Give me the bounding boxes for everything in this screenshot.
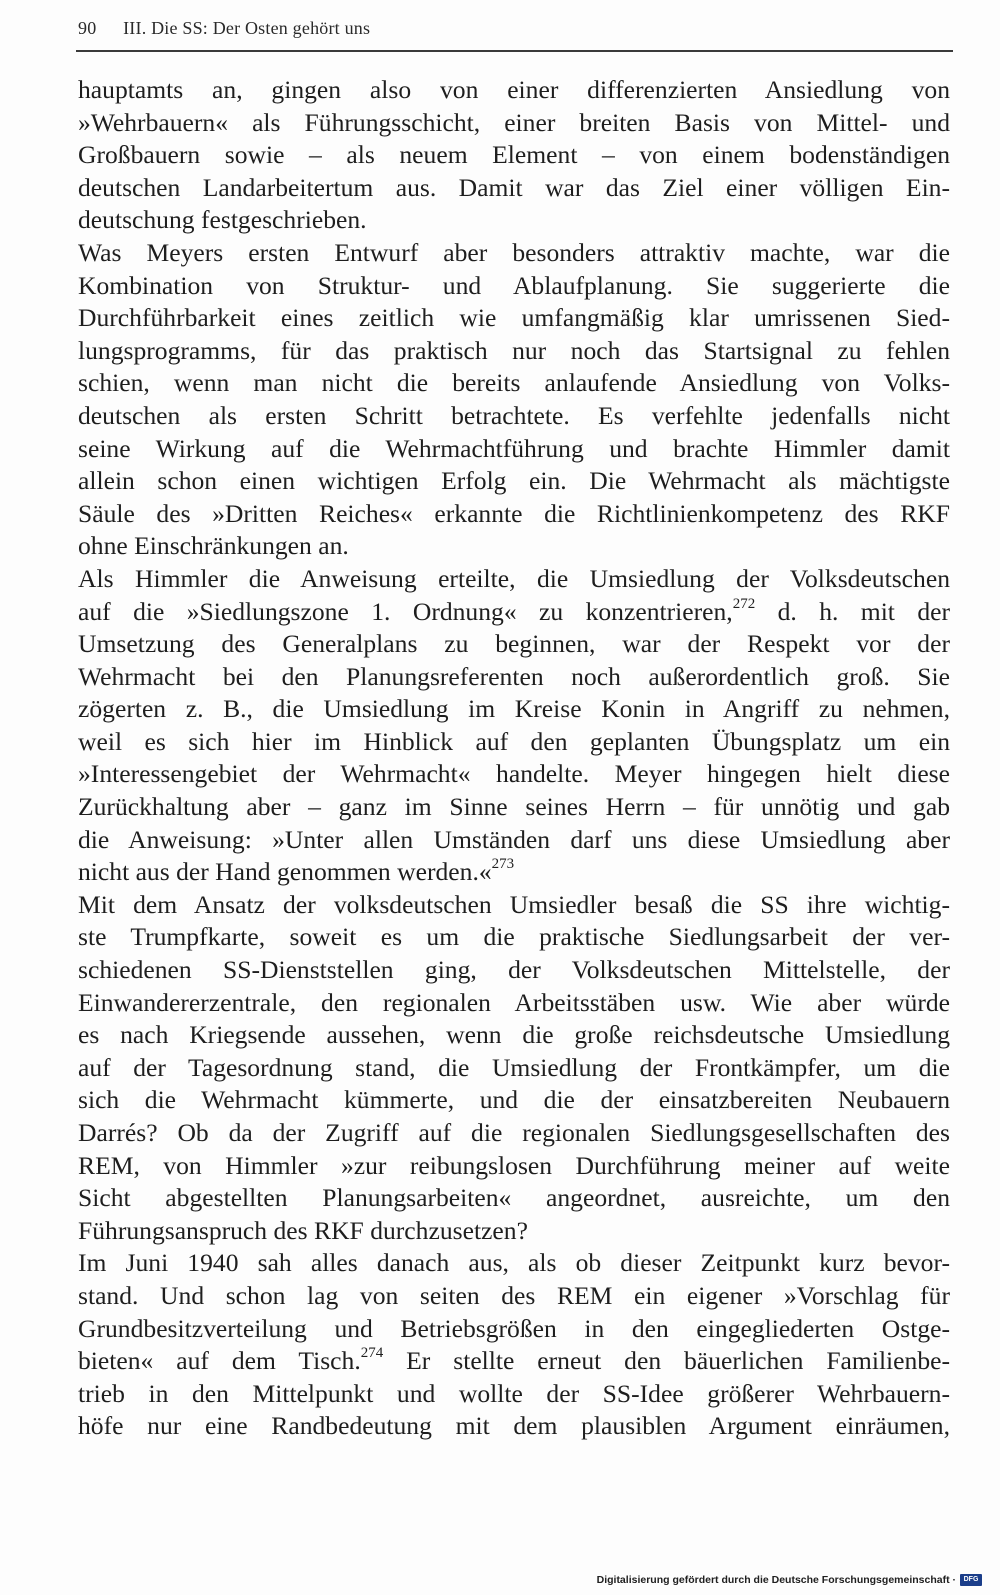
- footer-credit: [597, 1574, 982, 1586]
- text-line: [78, 1052, 950, 1085]
- line-text: seine Wirkung auf die Wehrmachtführung und brachte Himmler damit: [78, 433, 950, 463]
- line-text: Im Juni 1940 sah alles danach aus, als ob dieser Zeitpunkt kurz bevor-: [78, 1248, 950, 1278]
- line-text: Führungsanspruch des RKF durchzusetzen?: [78, 1215, 528, 1245]
- line-text: trieb in den Mittelpunkt und wollte der SS-Idee größerer Wehrbauern-: [78, 1378, 950, 1408]
- line-text-continued: d. h. mit der: [755, 596, 951, 626]
- footnote-reference: 273: [491, 856, 515, 873]
- line-text: zögerten z. B., die Umsiedlung im Kreise Konin in Angriff zu nehmen,: [78, 694, 950, 724]
- line-text: Einwandererzentrale, den regionalen Arbeitsstäben usw. Wie aber würde: [78, 987, 950, 1017]
- line-text: schien, wenn man nicht die bereits anlaufende Ansiedlung von Volks-: [78, 368, 950, 398]
- text-line: [78, 400, 950, 433]
- running-title: III. Die SS: Der Osten gehört uns: [123, 18, 371, 38]
- text-line: [78, 563, 950, 596]
- text-line: [78, 921, 950, 954]
- text-line: [78, 237, 950, 270]
- line-text: stand. Und schon lag von seiten des REM ein eigener »Vorschlag für: [78, 1280, 950, 1310]
- line-text: hauptamts an, gingen also von einer differenzierten Ansiedlung von: [78, 75, 950, 104]
- text-line: [78, 204, 950, 237]
- line-text: sich die Wehrmacht kümmerte, und die der einsatzbereiten Neubauern: [78, 1085, 950, 1115]
- line-text: »Wehrbauern« als Führungsschicht, einer breiten Basis von Mittel- und: [78, 107, 950, 137]
- footnote-reference: 274: [360, 1345, 384, 1362]
- line-text: REM, von Himmler »zur reibungslosen Durchführung meiner auf weite: [78, 1150, 950, 1180]
- text-line: [78, 1313, 950, 1346]
- line-text-continued: Er stellte erneut den bäuerlichen Familienbe-: [383, 1346, 950, 1376]
- line-text: Säule des »Dritten Reiches« erkannte die Richtlinienkompetenz des RKF: [78, 498, 950, 528]
- text-line: [78, 172, 950, 205]
- line-text: ste Trumpfkarte, soweit es um die praktische Siedlungsarbeit der ver-: [78, 922, 950, 952]
- line-text: auf die »Siedlungszone 1. Ordnung« zu konzentrieren,: [78, 596, 733, 626]
- text-line: [78, 1410, 950, 1443]
- text-line: [78, 1019, 950, 1052]
- line-text: Mit dem Ansatz der volksdeutschen Umsiedler besaß die SS ihre wichtig-: [78, 889, 950, 919]
- line-text: ohne Einschränkungen an.: [78, 531, 349, 561]
- page-number: 90: [78, 18, 97, 38]
- line-text: lungsprogramms, für das praktisch nur noch das Startsignal zu fehlen: [78, 335, 950, 365]
- line-text: deutschung festgeschrieben.: [78, 205, 367, 235]
- text-line: [78, 889, 950, 922]
- text-line: [78, 270, 950, 303]
- line-text: Als Himmler die Anweisung erteilte, die Umsiedlung der Volksdeutschen: [78, 563, 950, 593]
- line-text: Wehrmacht bei den Planungsreferenten noch außerordentlich groß. Sie: [78, 661, 950, 691]
- text-line: [78, 1345, 950, 1378]
- header-rule: [76, 50, 953, 52]
- text-line: [78, 1182, 950, 1215]
- text-line: [78, 987, 950, 1020]
- footnote-reference: 272: [732, 595, 756, 612]
- line-text: Was Meyers ersten Entwurf aber besonders attraktiv machte, war die: [78, 237, 950, 267]
- text-line: [78, 628, 950, 661]
- text-line: [78, 139, 950, 172]
- running-header: [78, 18, 948, 39]
- text-line: [78, 1150, 950, 1183]
- line-text: auf der Tagesordnung stand, die Umsiedlung der Frontkämpfer, um die: [78, 1052, 950, 1082]
- text-line: [78, 1247, 950, 1280]
- text-line: [78, 856, 950, 889]
- line-text: allein schon einen wichtigen Erfolg ein. Die Wehrmacht als mächtigste: [78, 466, 950, 496]
- dfg-logo: [960, 1574, 982, 1586]
- text-line: [78, 335, 950, 368]
- text-line: [78, 107, 950, 140]
- line-text: Darrés? Ob da der Zugriff auf die regionalen Siedlungsgesellschaften des: [78, 1118, 950, 1147]
- line-text: nicht aus der Hand genommen werden.«: [78, 857, 492, 887]
- footer-text: Digitalisierung gefördert durch die Deutsche Forschungsgemeinschaft ·: [596, 1574, 956, 1586]
- text-line: [78, 1215, 950, 1248]
- text-line: [78, 791, 950, 824]
- line-text: bieten« auf dem Tisch.: [78, 1346, 361, 1376]
- line-text: Sicht abgestellten Planungsarbeiten« angeordnet, ausreichte, um den: [78, 1183, 950, 1213]
- text-line: [78, 726, 950, 759]
- line-text: die Anweisung: »Unter allen Umständen darf uns diese Umsiedlung aber: [78, 824, 950, 854]
- text-line: [78, 367, 950, 400]
- text-line: [78, 465, 950, 498]
- line-text: Großbauern sowie – als neuem Element – von einem bodenständigen: [78, 140, 950, 170]
- text-line: [78, 661, 950, 694]
- text-line: [78, 302, 950, 335]
- line-text: Durchführbarkeit eines zeitlich wie umfangmäßig klar umrissenen Sied-: [78, 303, 950, 333]
- line-text: deutschen Landarbeitertum aus. Damit war das Ziel einer völligen Ein-: [78, 172, 950, 202]
- line-text: »Interessengebiet der Wehrmacht« handelte. Meyer hingegen hielt diese: [78, 759, 950, 789]
- text-line: [78, 498, 950, 531]
- line-text: Zurückhaltung aber – ganz im Sinne seines Herrn – für unnötig und gab: [78, 792, 950, 822]
- text-line: [78, 433, 950, 466]
- text-line: [78, 1280, 950, 1313]
- line-text: es nach Kriegsende aussehen, wenn die große reichsdeutsche Umsiedlung: [78, 1020, 950, 1050]
- text-line: [78, 954, 950, 987]
- text-line: [78, 1117, 950, 1150]
- line-text: höfe nur eine Randbedeutung mit dem plausiblen Argument einräumen,: [78, 1411, 950, 1441]
- line-text: Kombination von Struktur- und Ablaufplanung. Sie suggerierte die: [78, 270, 950, 300]
- line-text: weil es sich hier im Hinblick auf den geplanten Übungsplatz um ein: [78, 726, 950, 756]
- text-line: [78, 1378, 950, 1411]
- text-line: [78, 824, 950, 857]
- line-text: Umsetzung des Generalplans zu beginnen, war der Respekt vor der: [78, 629, 950, 659]
- body-text: [78, 74, 950, 1443]
- line-text: deutschen als ersten Schritt betrachtete. Es verfehlte jedenfalls nicht: [78, 400, 950, 430]
- line-text: Grundbesitzverteilung und Betriebsgrößen in den eingegliederten Ostge-: [78, 1313, 950, 1343]
- text-line: [78, 693, 950, 726]
- text-line: [78, 596, 950, 629]
- text-line: [78, 758, 950, 791]
- text-line: [78, 74, 950, 107]
- line-text: schiedenen SS-Dienststellen ging, der Volksdeutschen Mittelstelle, der: [78, 955, 950, 985]
- text-line: [78, 530, 950, 563]
- text-line: [78, 1084, 950, 1117]
- dfg-logo-text: DFG: [963, 1576, 979, 1583]
